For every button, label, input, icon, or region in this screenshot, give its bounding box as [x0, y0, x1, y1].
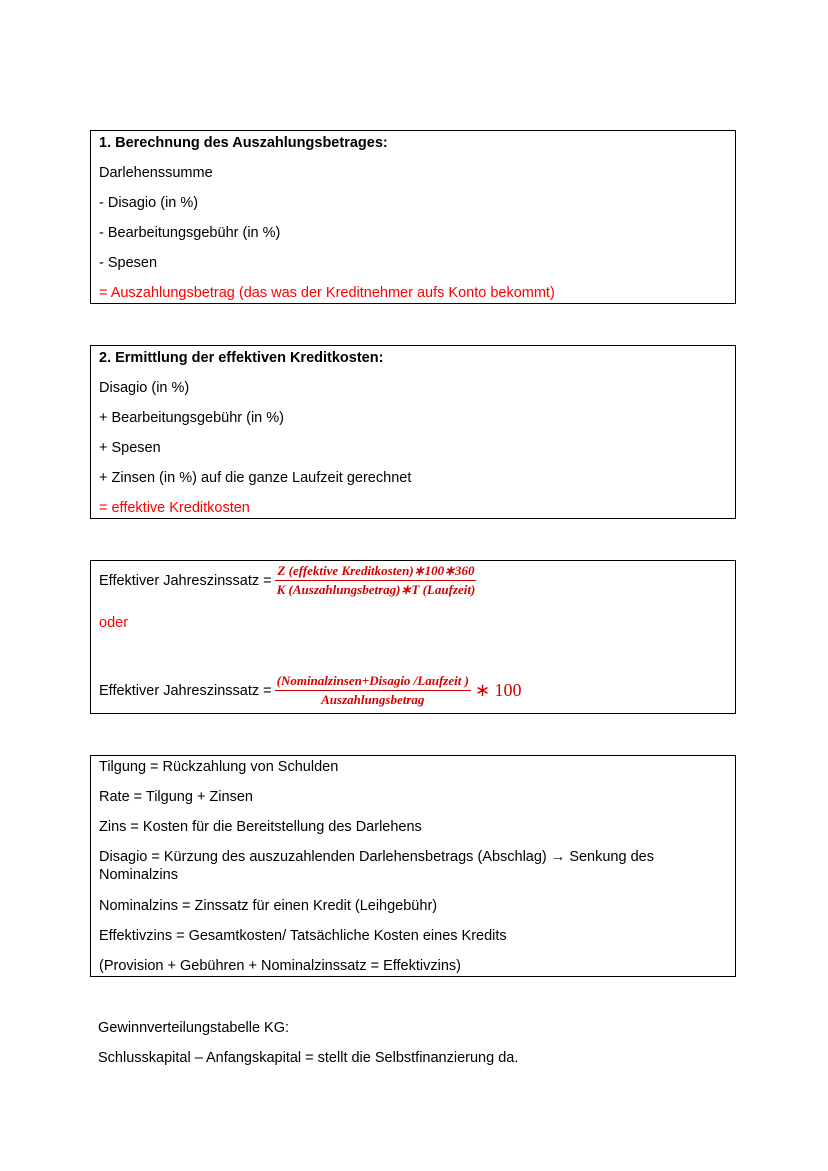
box2-line-spesen: + Spesen	[99, 440, 161, 456]
footer-text: Schlusskapital – Anfangskapital = stellt die Selbstfinanzierung da.	[98, 1050, 519, 1066]
box1-line-darlehenssumme: Darlehenssumme	[99, 165, 213, 181]
def-tilgung: Tilgung = Rückzahlung von Schulden	[99, 759, 339, 775]
definitions-box	[90, 755, 736, 977]
or-label: oder	[99, 615, 129, 631]
box1-line-bearbeitungsgebuehr: - Bearbeitungsgebühr (in %)	[99, 225, 281, 241]
footer-heading: Gewinnverteilungstabelle KG:	[98, 1020, 290, 1036]
formula-2-suffix: ∗ 100	[474, 680, 522, 700]
formula-1-numerator: Z (effektive Kreditkosten)∗100∗360	[275, 563, 476, 581]
auszahlungsbetrag-box	[90, 130, 736, 304]
kreditkosten-box	[90, 345, 736, 519]
formula-2-numerator: (Nominalzinsen+Disagio /Laufzeit )	[275, 673, 471, 691]
formula-2-fraction	[275, 673, 471, 708]
box2-line-disagio: Disagio (in %)	[99, 380, 190, 396]
formula-1	[99, 563, 477, 598]
def-effektivzins-formula: (Provision + Gebühren + Nominalzinssatz = Effektivzins)	[99, 958, 461, 974]
box1-line-disagio: - Disagio (in %)	[99, 195, 199, 211]
def-rate: Rate = Tilgung + Zinsen	[99, 789, 253, 805]
formula-2-label: Effektiver Jahreszinssatz =	[99, 682, 272, 699]
formula-1-denominator: K (Auszahlungsbetrag)∗T (Laufzeit)	[276, 582, 476, 597]
box1-line-spesen: - Spesen	[99, 255, 158, 271]
def-nominalzins: Nominalzins = Zinssatz für einen Kredit (Leihgebühr)	[99, 898, 438, 914]
box1-title: 1. Berechnung des Auszahlungsbetrages:	[99, 135, 388, 151]
def-disagio: Disagio = Kürzung des auszuzahlenden Darlehensbetrags (Abschlag) → Senkung des Nominalzins	[99, 849, 654, 883]
formula-1-label: Effektiver Jahreszinssatz =	[99, 572, 272, 589]
formula-2-denominator: Auszahlungsbetrag	[321, 692, 425, 707]
box1-result: = Auszahlungsbetrag (das was der Kreditnehmer aufs Konto bekommt)	[99, 285, 555, 301]
box2-title: 2. Ermittlung der effektiven Kreditkosten:	[99, 350, 384, 366]
box2-result: = effektive Kreditkosten	[99, 500, 250, 516]
def-zins: Zins = Kosten für die Bereitstellung des Darlehens	[99, 819, 422, 835]
formula-2	[99, 673, 522, 708]
def-effektivzins: Effektivzins = Gesamtkosten/ Tatsächliche Kosten eines Kredits	[99, 928, 507, 944]
formula-1-fraction	[275, 563, 478, 598]
box2-line-zinsen: + Zinsen (in %) auf die ganze Laufzeit gerechnet	[99, 470, 412, 486]
jahreszinssatz-box	[90, 560, 736, 714]
box2-line-bearbeitungsgebuehr: + Bearbeitungsgebühr (in %)	[99, 410, 284, 426]
